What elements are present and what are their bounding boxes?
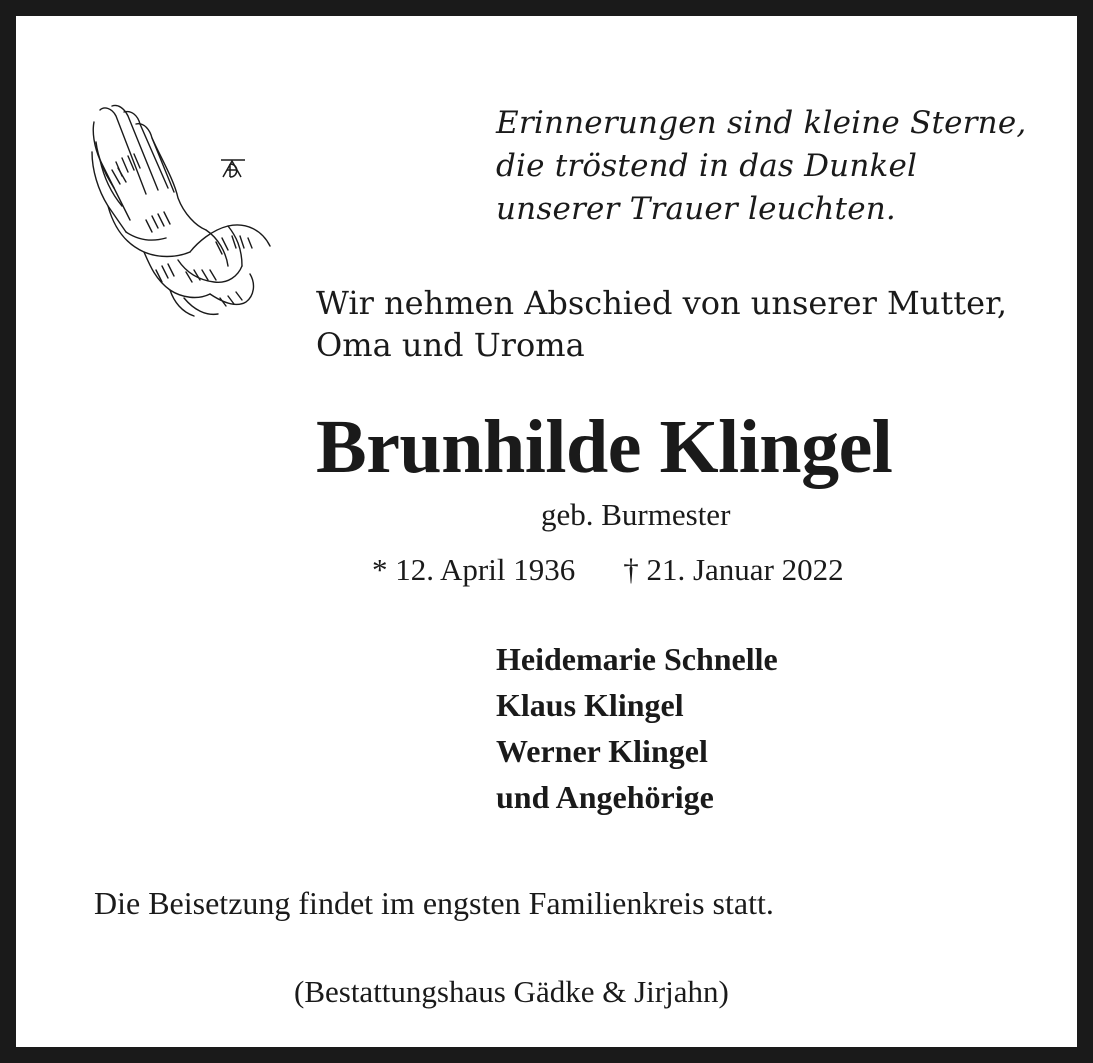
mourner-name: und Angehörige — [496, 779, 714, 815]
mourner-name: Heidemarie Schnelle — [496, 641, 778, 677]
quote-line: Erinnerungen sind kleine Sterne, — [496, 105, 1027, 141]
mourner-name: Werner Klingel — [496, 733, 708, 769]
burial-note: Die Beisetzung findet im engsten Familienkreis statt. — [94, 885, 774, 921]
memorial-quote — [496, 102, 1026, 231]
maiden-name: geb. Burmester — [541, 497, 731, 532]
funeral-home: (Bestattungshaus Gädke & Jirjahn) — [294, 974, 729, 1009]
mourners-list — [496, 636, 778, 820]
death-date: † 21. Januar 2022 — [623, 552, 844, 587]
praying-hands-icon — [86, 102, 276, 322]
quote-line: unserer Trauer leuchten. — [496, 191, 896, 227]
intro-line: Wir nehmen Abschied von unserer Mutter, — [316, 284, 1008, 322]
birth-date: * 12. April 1936 — [372, 552, 576, 587]
deceased-name: Brunhilde Klingel — [316, 405, 893, 489]
mourner-name: Klaus Klingel — [496, 687, 684, 723]
artist-monogram — [219, 157, 247, 179]
life-dates — [372, 549, 844, 591]
farewell-intro — [316, 282, 1007, 366]
intro-line: Oma und Uroma — [316, 326, 585, 364]
quote-line: die tröstend in das Dunkel — [496, 148, 918, 184]
